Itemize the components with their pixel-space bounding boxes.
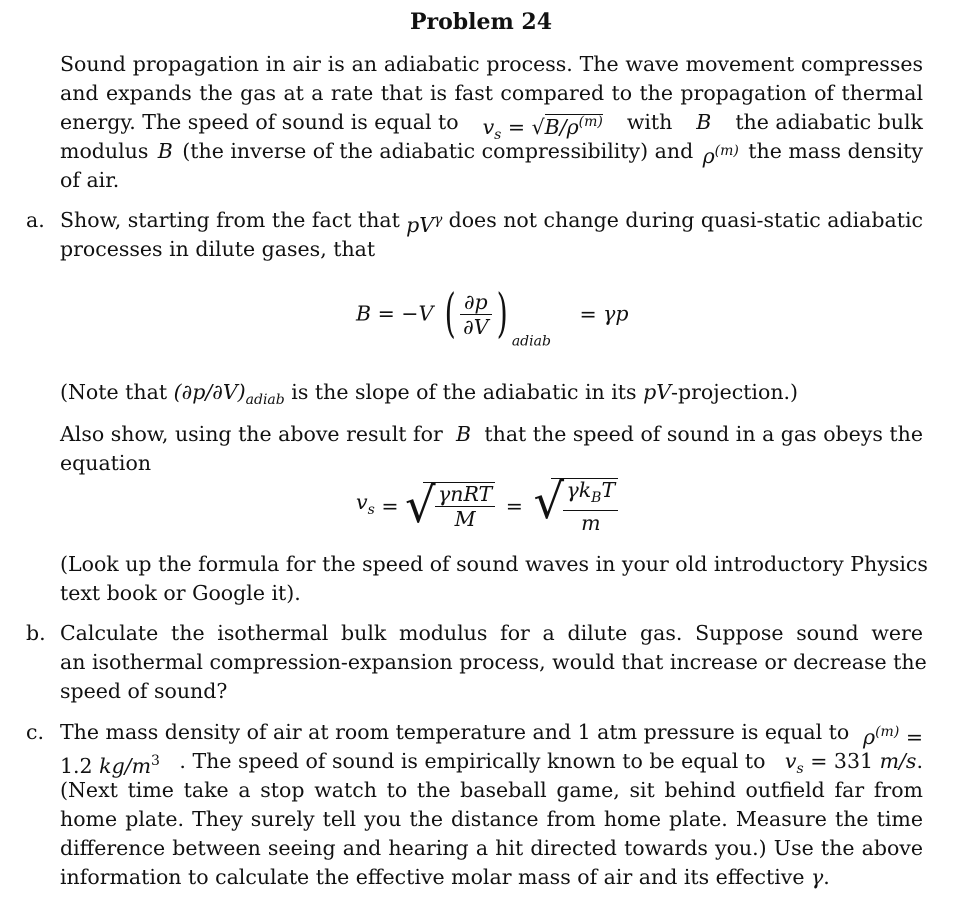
part-c-line-2: 1.2 $kg/m^3$ . The speed of sound is empirically known to be equal to $v_s = 331$ m/s. xyxy=(60,747,923,784)
part-c-line-6: information to calculate the effective molar mass of air and its effective γ. xyxy=(60,865,830,889)
intro-line-4 xyxy=(60,137,923,171)
part-a-also-post: that the speed of sound in a gas obeys the xyxy=(484,422,923,446)
intro-symbol-B2: B xyxy=(157,139,173,163)
part-a-also-pre: Also show, using the above result for xyxy=(60,422,443,446)
part-a-text-nochange: does not change during quasi-static adiabatic xyxy=(448,208,923,232)
part-a-also-line-1: Also show, using the above result for B that the speed of sound in a gas obeys the xyxy=(60,420,923,449)
part-c-line-3: (Next time take a stop watch to the baseball game, sit behind outfield far from xyxy=(60,778,923,802)
part-a-note: (Note that $(\partial p/\partial V)_{adiab}$ is the slope of the adiabatic in its pV-projection.) xyxy=(60,380,799,409)
part-a-note-post: is the slope of the adiabatic in its xyxy=(291,380,637,404)
intro-text-density: the mass density xyxy=(748,139,923,163)
intro-symbol-rho: $\rho^{(m)}$ xyxy=(702,143,739,168)
part-c-line-5: difference between seeing and hearing a hit directed towards you.) Use the above xyxy=(60,836,923,860)
part-c-label: c. xyxy=(26,720,44,744)
equation-bulk-modulus: B = −V ( $\frac{\partial p}{\partial V}$ ) $_{adiab}$ = γp xyxy=(356,284,629,350)
part-a-note-proj: -projection.) xyxy=(671,380,799,404)
intro-text-modulus: modulus xyxy=(60,139,149,163)
part-a-also-line-2: equation xyxy=(60,451,152,475)
part-b-line-2: an isothermal compression-expansion process, would that increase or decrease the xyxy=(60,650,927,674)
part-a-formula-pvgamma: $pV^\gamma$ xyxy=(406,212,443,237)
part-c-speed-value: 331 xyxy=(833,749,874,773)
part-b-line-1: Calculate the isothermal bulk modulus for a dilute gas. Suppose sound were xyxy=(60,621,923,645)
part-b-line-3: speed of sound? xyxy=(60,679,228,703)
intro-line-2: and expands the gas at a rate that is fast compared to the propagation of thermal xyxy=(60,81,923,105)
part-b-label: b. xyxy=(26,621,46,645)
part-c-density-value: 1.2 xyxy=(60,753,93,778)
part-c-text-density: The mass density of air at room temperature and 1 atm pressure is equal to xyxy=(60,720,850,744)
part-a-label: a. xyxy=(26,208,45,232)
part-c-last-text: information to calculate the effective molar mass of air and its effective xyxy=(60,865,805,889)
part-a-note-pre: (Note that xyxy=(60,380,168,404)
part-a-text-show: Show, starting from the fact that xyxy=(60,208,400,232)
intro-line-5: of air. xyxy=(60,168,120,192)
part-c-line-1: The mass density of air at room temperature and 1 atm pressure is equal to $\rho^{(m)}$ = xyxy=(60,718,923,752)
intro-text-speed: energy. The speed of sound is equal to xyxy=(60,110,459,134)
intro-text-inverse: (the inverse of the adiabatic compressibility) and xyxy=(182,139,694,163)
part-c-text-speed: . The speed of sound is empirically known to be equal to xyxy=(179,749,766,773)
part-a-line-2: processes in dilute gases, that xyxy=(60,237,376,261)
equation-speed-of-sound: $v_s$ = √ $\frac{\text{γnRT}}{M}$ = √ $\frac{\gamma k_BT}{m}$ xyxy=(356,478,618,535)
intro-formula-vs: $v_s = √B/\rho^{(m)}$ xyxy=(482,114,603,143)
problem-title: Problem 24 xyxy=(409,9,553,35)
part-c-line-4: home plate. They surely tell you the distance from home plate. Measure the time xyxy=(60,807,923,831)
part-a-look-line-1: (Look up the formula for the speed of sound waves in your old introductory Physics xyxy=(60,552,928,576)
intro-text-bulk: the adiabatic bulk xyxy=(735,110,923,134)
part-a-look-line-2: text book or Google it). xyxy=(60,581,301,605)
intro-text-with: with xyxy=(626,110,673,134)
intro-line-1: Sound propagation in air is an adiabatic process. The wave movement compresses xyxy=(60,52,923,76)
intro-symbol-B: B xyxy=(696,110,712,134)
